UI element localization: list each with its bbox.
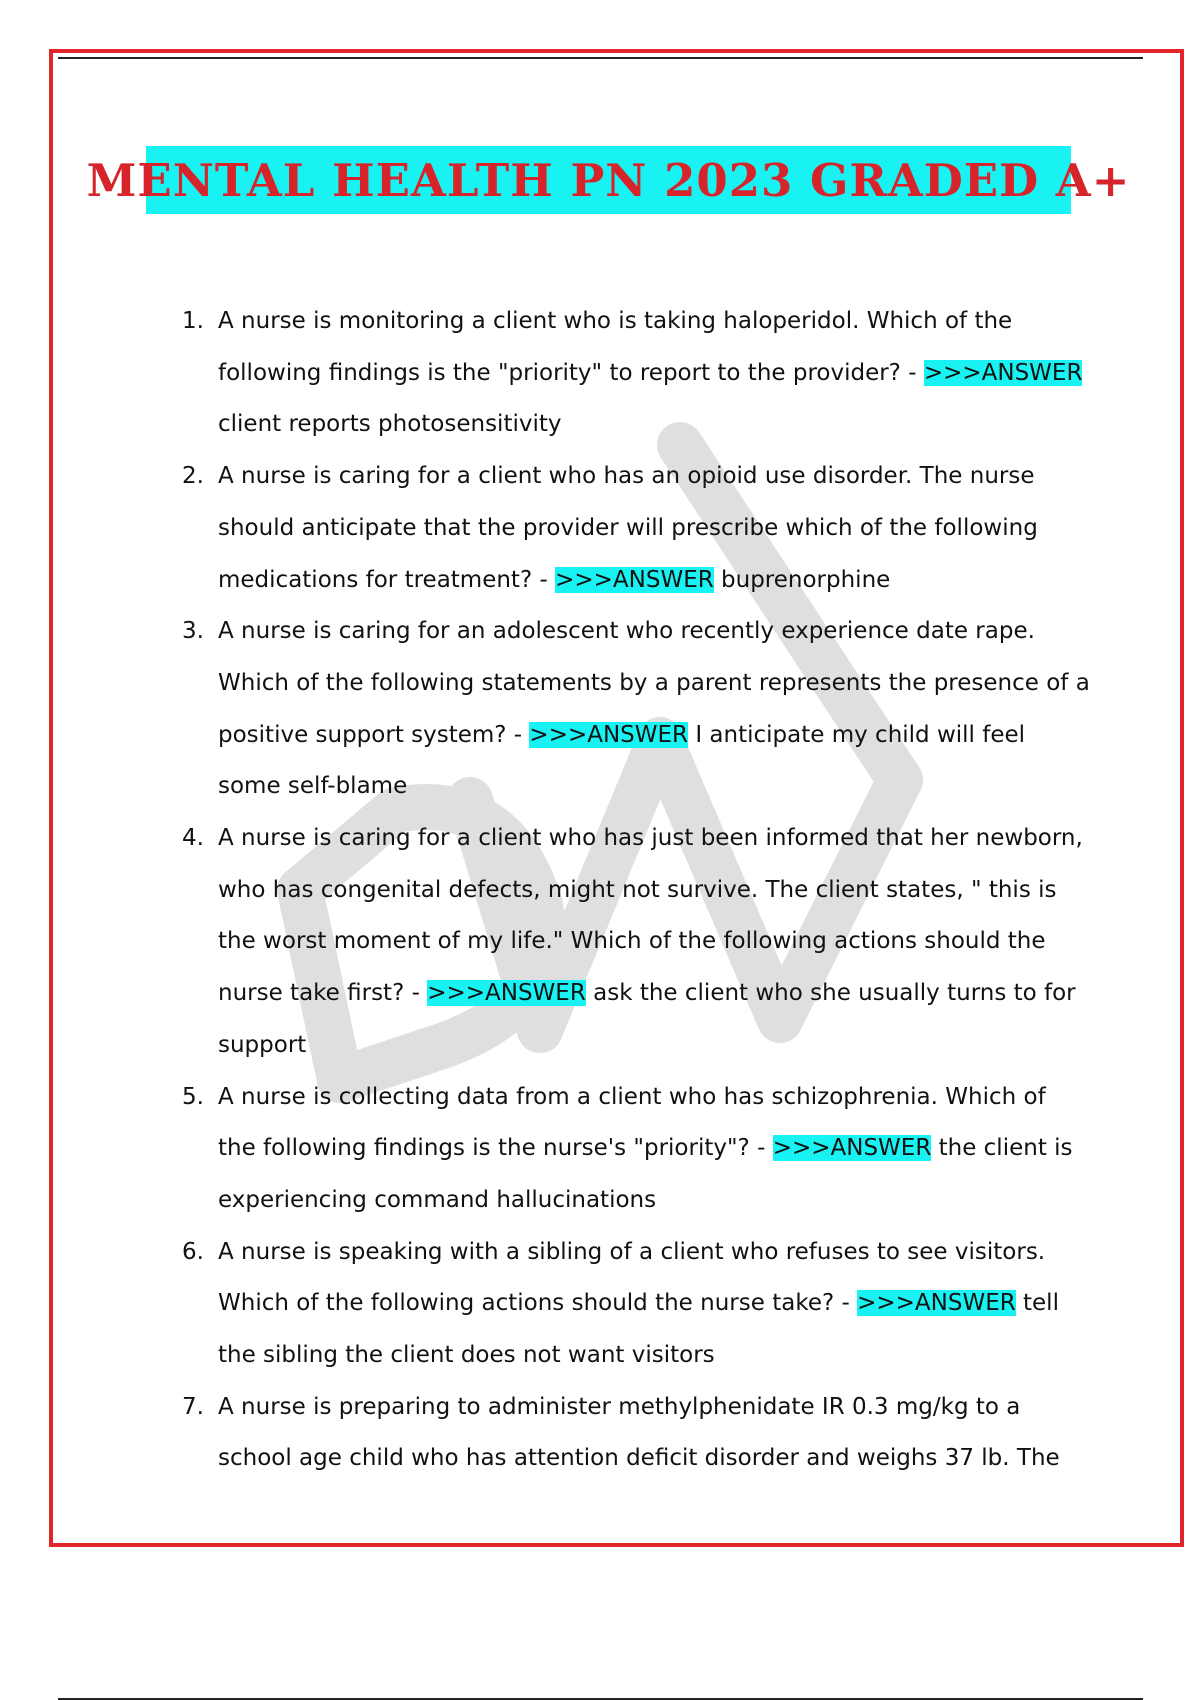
answer-text: ask the client who she usually turns to for support	[218, 980, 1076, 1058]
question-item	[170, 813, 1090, 1072]
question-text: A nurse is collecting data from a client who has schizophrenia. Which of the following findings is the nurse's "priority"? -	[218, 1083, 1046, 1162]
question-item	[170, 1227, 1090, 1382]
question-item	[170, 1072, 1090, 1227]
answer-text: client reports photosensitivity	[218, 411, 562, 438]
question-item	[170, 451, 1090, 606]
title-banner	[86, 146, 1131, 214]
question-text: A nurse is monitoring a client who is taking haloperidol. Which of the following findings is the "priority" to report to the provider? -	[218, 308, 1013, 386]
question-item	[170, 606, 1090, 813]
answer-text: I anticipate my child will feel some self-blame	[218, 721, 1026, 800]
answer-tag: >>>ANSWER	[923, 359, 1083, 386]
question-text: A nurse is speaking with a sibling of a client who refuses to see visitors. Which of the following actions should the nurse take? -	[218, 1238, 1046, 1317]
question-number: 3.	[182, 618, 204, 645]
answer-text: buprenorphine	[713, 566, 891, 593]
answer-tag: >>>ANSWER	[772, 1135, 932, 1162]
answer-tag: >>>ANSWER	[529, 721, 689, 748]
top-rule	[58, 57, 1143, 59]
question-text: A nurse is caring for a client who has just been informed that her newborn, who has congenital defects, might not survive. The client states, " this is the worst moment of my life." Which of the following actions should the nurse take first? -	[218, 825, 1083, 1007]
question-item	[170, 1382, 1090, 1485]
question-number: 6.	[182, 1238, 204, 1265]
document-title: MENTAL HEALTH PN 2023 GRADED A+	[86, 153, 1131, 207]
question-number: 5.	[182, 1083, 204, 1110]
question-number: 2.	[182, 463, 204, 490]
answer-text: tell the sibling the client does not want visitors	[218, 1290, 1059, 1369]
answer-tag: >>>ANSWER	[555, 566, 714, 593]
question-number: 4.	[182, 825, 204, 852]
question-item	[170, 296, 1090, 451]
answer-text: the client is experiencing command hallucinations	[218, 1135, 1073, 1213]
question-number: 1.	[182, 308, 204, 334]
question-text: A nurse is caring for an adolescent who recently experience date rape. Which of the following statements by a parent represents the presence of a positive support system? -	[218, 618, 1090, 748]
question-text: A nurse is preparing to administer methylphenidate IR 0.3 mg/kg to a school age child who has attention deficit disorder and weighs 37 lb. The	[218, 1393, 1060, 1472]
answer-tag: >>>ANSWER	[427, 980, 586, 1007]
question-text: A nurse is caring for a client who has an opioid use disorder. The nurse should anticipate that the provider will prescribe which of the following medications for treatment? -	[218, 463, 1038, 593]
question-number: 7.	[182, 1393, 204, 1420]
question-list	[170, 296, 1090, 1485]
answer-tag: >>>ANSWER	[857, 1290, 1016, 1317]
